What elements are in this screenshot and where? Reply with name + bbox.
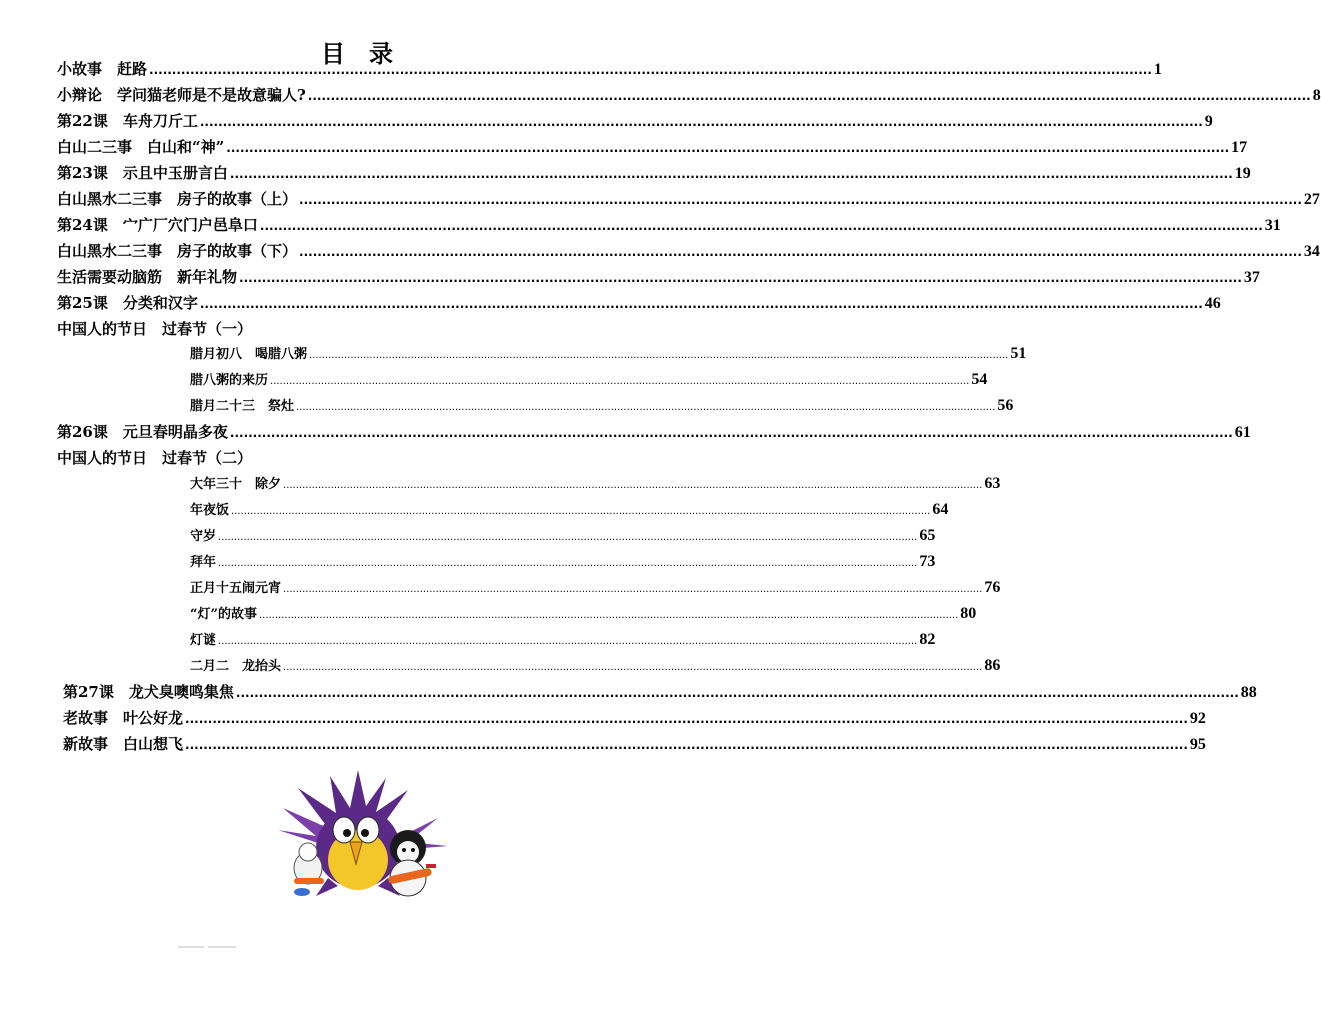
- toc-entry-page: 34: [1303, 243, 1320, 260]
- toc-entry-label: 守岁: [190, 529, 217, 544]
- toc-entry-page: 31: [1264, 217, 1281, 234]
- toc-entry[interactable]: [63, 707, 1206, 728]
- toc-entry[interactable]: [57, 58, 1162, 79]
- leader-dots: ............................................................................................................................................................................................................................: [185, 738, 1188, 752]
- leader-dots: ............................................................................................................................................................................................................................: [270, 376, 970, 387]
- toc-subentry[interactable]: [190, 603, 977, 623]
- toc-entry-label: 拜年: [190, 555, 217, 570]
- toc-entry-label: 第27课 龙犬臭噢鸣集焦: [63, 683, 234, 701]
- toc-entry-label: 生活需要动脑筋 新年礼物: [57, 268, 238, 286]
- leader-dots: ............................................................................................................................................................................................................................: [239, 271, 1242, 285]
- toc-subentry[interactable]: [190, 343, 1027, 363]
- toc-entry[interactable]: [63, 733, 1206, 754]
- leader-dots: ............................................................................................................................................................................................................................: [229, 167, 1233, 181]
- toc-entry-label: 小故事 赶路: [57, 60, 148, 78]
- toc-entry-label: 大年三十 除夕: [190, 477, 282, 492]
- toc-entry-label: 二月二 龙抬头: [190, 659, 282, 674]
- toc-subentry[interactable]: [190, 395, 1014, 415]
- leader-dots: ............................................................................................................................................................................................................................: [296, 402, 996, 413]
- toc-entry[interactable]: [57, 421, 1251, 442]
- toc-entry-label: 腊月二十三 祭灶: [190, 399, 295, 414]
- leader-dots: ............................................................................................................................................................................................................................: [235, 686, 1239, 700]
- leader-dots: ............................................................................................................................................................................................................................: [259, 219, 1263, 233]
- toc-entry-page: 88: [1240, 684, 1257, 701]
- toc-entry-label: 第23课 示且中玉册言白: [57, 164, 228, 182]
- leader-dots: ............................................................................................................................................................................................................................: [299, 245, 1302, 259]
- toc-entry-page: 46: [1204, 295, 1221, 312]
- toc-entry[interactable]: [57, 136, 1248, 157]
- leader-dots: ............................................................................................................................................................................................................................: [231, 506, 931, 517]
- toc-entry-label: 老故事 叶公好龙: [63, 709, 184, 727]
- toc-entry-label: 白山黑水二三事 房子的故事（下）: [57, 242, 298, 260]
- toc-entry-page: 63: [984, 475, 1001, 492]
- toc-entry-label: 腊八粥的来历: [190, 373, 269, 388]
- leader-dots: ............................................................................................................................................................................................................................: [199, 115, 1203, 129]
- toc-entry[interactable]: [57, 292, 1221, 313]
- toc-entry-label: 正月十五闹元宵: [190, 581, 282, 596]
- leader-dots: ............................................................................................................................................................................................................................: [283, 662, 983, 673]
- leader-dots: ............................................................................................................................................................................................................................: [229, 426, 1233, 440]
- toc-entry-page: 65: [919, 527, 936, 544]
- toc-entry-page: 73: [919, 553, 936, 570]
- toc-subentry[interactable]: [190, 473, 1001, 493]
- toc-entry-page: 9: [1204, 113, 1213, 130]
- toc-entry-label: 第22课 车舟刀斤工: [57, 112, 198, 130]
- toc-entry-label: 白山黑水二三事 房子的故事（上）: [57, 190, 298, 208]
- toc-entry-page: 64: [932, 501, 949, 518]
- toc-entry[interactable]: [63, 681, 1257, 702]
- leader-dots: ............................................................................................................................................................................................................................: [309, 350, 1009, 361]
- toc-entry-label: “灯”的故事: [190, 607, 257, 622]
- leader-dots: ............................................................................................................................................................................................................................: [218, 558, 918, 569]
- toc-entry[interactable]: [57, 214, 1281, 235]
- toc-subentry[interactable]: [190, 577, 1001, 597]
- toc-entry-label: 第24课 宀广厂穴门户邑阜口: [57, 216, 258, 234]
- toc-entry-label: 灯谜: [190, 633, 217, 648]
- toc-entry[interactable]: [57, 162, 1251, 183]
- toc-subentry[interactable]: [190, 629, 936, 649]
- toc-entry-label: 白山二三事 白山和“神”: [57, 138, 225, 156]
- toc-entry-label: 小辩论 学问猫老师是不是故意骗人?: [57, 86, 306, 104]
- leader-dots: ............................................................................................................................................................................................................................: [283, 480, 983, 491]
- leader-dots: ............................................................................................................................................................................................................................: [226, 141, 1230, 155]
- toc-entry-page: 51: [1010, 345, 1027, 362]
- toc-entry[interactable]: [57, 188, 1320, 209]
- toc-subentry[interactable]: [190, 551, 936, 571]
- toc-entry-page: 37: [1243, 269, 1260, 286]
- leader-dots: ............................................................................................................................................................................................................................: [218, 636, 918, 647]
- toc-subentry[interactable]: [190, 369, 988, 389]
- toc-entry-page: 56: [997, 397, 1014, 414]
- toc-entry-page: 76: [984, 579, 1001, 596]
- toc-entry[interactable]: [57, 84, 1321, 105]
- toc-subentry[interactable]: [190, 655, 1001, 675]
- toc-entry-label: 新故事 白山想飞: [63, 735, 184, 753]
- toc-subentry[interactable]: [190, 525, 936, 545]
- leader-dots: ............................................................................................................................................................................................................................: [185, 712, 1188, 726]
- toc-entry[interactable]: [57, 110, 1213, 131]
- section-heading: 中国人的节日 过春节（二）: [57, 449, 253, 467]
- toc-entry-page: 27: [1303, 191, 1320, 208]
- footer-divider: [178, 945, 238, 949]
- toc-entry-page: 86: [984, 657, 1001, 674]
- toc-entry-page: 1: [1153, 61, 1162, 78]
- leader-dots: ............................................................................................................................................................................................................................: [299, 193, 1302, 207]
- cartoon-illustration: [258, 768, 468, 908]
- leader-dots: ............................................................................................................................................................................................................................: [218, 532, 918, 543]
- leader-dots: ............................................................................................................................................................................................................................: [199, 297, 1203, 311]
- toc-entry-page: 17: [1231, 139, 1248, 156]
- toc-entry-page: 80: [960, 605, 977, 622]
- section-heading: 中国人的节日 过春节（一）: [57, 320, 253, 338]
- leader-dots: ............................................................................................................................................................................................................................: [283, 584, 983, 595]
- toc-entry[interactable]: [57, 266, 1260, 287]
- toc-entry-page: 95: [1189, 736, 1206, 753]
- toc-entry-label: 第25课 分类和汉字: [57, 294, 198, 312]
- toc-entry-label: 腊月初八 喝腊八粥: [190, 347, 308, 362]
- leader-dots: ............................................................................................................................................................................................................................: [149, 63, 1152, 77]
- toc-entry-label: 年夜饭: [190, 503, 230, 518]
- leader-dots: ............................................................................................................................................................................................................................: [258, 610, 959, 621]
- toc-entry-page: 82: [919, 631, 936, 648]
- toc-entry-page: 92: [1189, 710, 1206, 727]
- toc-entry-label: 第26课 元旦春明晶多夜: [57, 423, 228, 441]
- toc-subentry[interactable]: [190, 499, 949, 519]
- page-title: 目 录: [321, 40, 393, 68]
- toc-entry-page: 8: [1312, 87, 1321, 104]
- toc-entry[interactable]: [57, 240, 1320, 261]
- toc-entry-page: 19: [1234, 165, 1251, 182]
- toc-entry-page: 54: [971, 371, 988, 388]
- leader-dots: ............................................................................................................................................................................................................................: [307, 89, 1311, 103]
- toc-entry-page: 61: [1234, 424, 1251, 441]
